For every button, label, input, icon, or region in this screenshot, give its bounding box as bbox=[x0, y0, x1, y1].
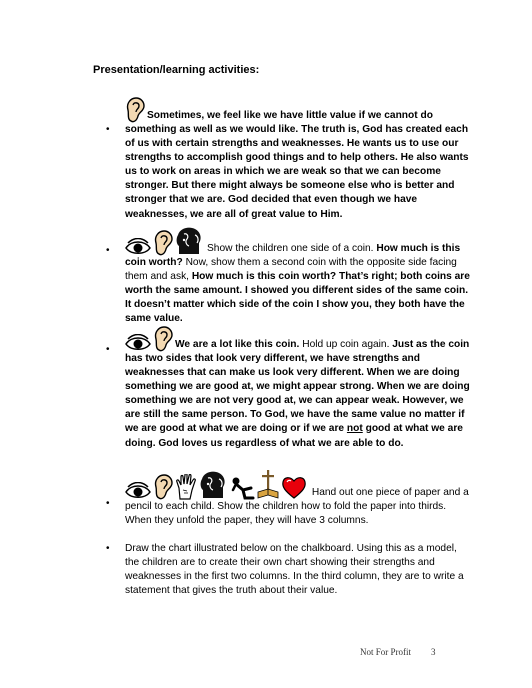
text-regular: Now, show them a second coin with the opposite side facing them and ask, bbox=[125, 257, 457, 283]
text-bold: Just as the coin has two sides that look very different, we have strengths and weaknesses that can make us look very different. When we are doing something we are good at, we might appear strong. When we are doing something we are not very good at, we can appear weak. However, we are still the same person. To God, we have the same value no matter if we are good at what we are doing or if we are bbox=[125, 338, 470, 435]
activity-text bbox=[125, 97, 470, 222]
text-bold: Sometimes, we feel like we have little value if we cannot do something as well as we would like. The truth is, God has created each of us with certain strengths and weaknesses. He wants us to use our strengths to accomplish good things and to help others. He also wants us to work on areas in which we are weak so that we can become stronger. But there might always be someone else who is better and stronger that we are. God decided that even though we have weaknesses, we are all of great value to Him. bbox=[125, 109, 469, 220]
hand-icon bbox=[175, 474, 197, 500]
activity-item bbox=[108, 542, 470, 598]
bullet-dot: • bbox=[106, 344, 110, 355]
ear-icon bbox=[153, 230, 173, 256]
text-bold: How much is this coin worth? bbox=[125, 242, 461, 268]
activity-icons bbox=[125, 470, 307, 500]
head-speaking-icon bbox=[199, 470, 229, 500]
activity-icons bbox=[125, 226, 205, 256]
ear-icon bbox=[125, 97, 145, 123]
text-regular: Hand out one piece of paper and a pencil to each child. Show the children how to fold the paper into thirds. When they unfold the paper, they will have 3 columns. bbox=[125, 486, 469, 527]
text-bold: How much is this coin worth? That’s right; both coins are worth the same amount. I showed you different sides of the same coin. It doesn’t matter which side of the coin I show you, they both have the same value. bbox=[125, 271, 470, 325]
text-regular: Draw the chart illustrated below on the chalkboard. Using this as a model, the children are to create their own chart showing their strengths and weaknesses in the first two columns. In the third column, they are to write a statement that gives the truth about their value. bbox=[125, 543, 464, 597]
page-heading: Presentation/learning activities: bbox=[93, 64, 260, 76]
kneeling-person-icon bbox=[231, 476, 255, 500]
activity-icons bbox=[125, 326, 173, 352]
activity-item bbox=[108, 326, 470, 451]
text-regular: Hold up coin again. bbox=[299, 338, 393, 350]
activity-text bbox=[125, 470, 470, 528]
activity-text bbox=[125, 226, 470, 326]
eye-icon bbox=[125, 482, 151, 500]
eye-icon bbox=[125, 334, 151, 352]
bullet-dot: • bbox=[106, 543, 110, 554]
cross-bible-icon bbox=[257, 470, 279, 500]
heart-icon bbox=[281, 476, 307, 500]
eye-icon bbox=[125, 238, 151, 256]
page-number: 3 bbox=[431, 647, 436, 657]
activity-text bbox=[125, 326, 470, 451]
page-footer bbox=[360, 647, 436, 657]
text-bold: good at what we are doing. God loves us regardless of what we are able to do. bbox=[125, 423, 463, 449]
head-speaking-icon bbox=[175, 226, 205, 256]
activity-icons bbox=[125, 97, 145, 123]
bullet-dot: • bbox=[106, 245, 110, 256]
activity-item bbox=[108, 470, 470, 528]
ear-icon bbox=[153, 326, 173, 352]
activity-item bbox=[108, 97, 470, 222]
text-bold-underlined: not bbox=[346, 423, 363, 435]
text-bold: We are a lot like this coin. bbox=[175, 338, 300, 350]
text-regular: Show the children one side of a coin. bbox=[207, 242, 377, 254]
bullet-dot: • bbox=[106, 124, 110, 135]
ear-icon bbox=[153, 474, 173, 500]
footer-label: Not For Profit bbox=[360, 647, 412, 657]
activity-item bbox=[108, 226, 470, 326]
bullet-dot: • bbox=[106, 498, 110, 509]
activity-text bbox=[125, 542, 470, 598]
